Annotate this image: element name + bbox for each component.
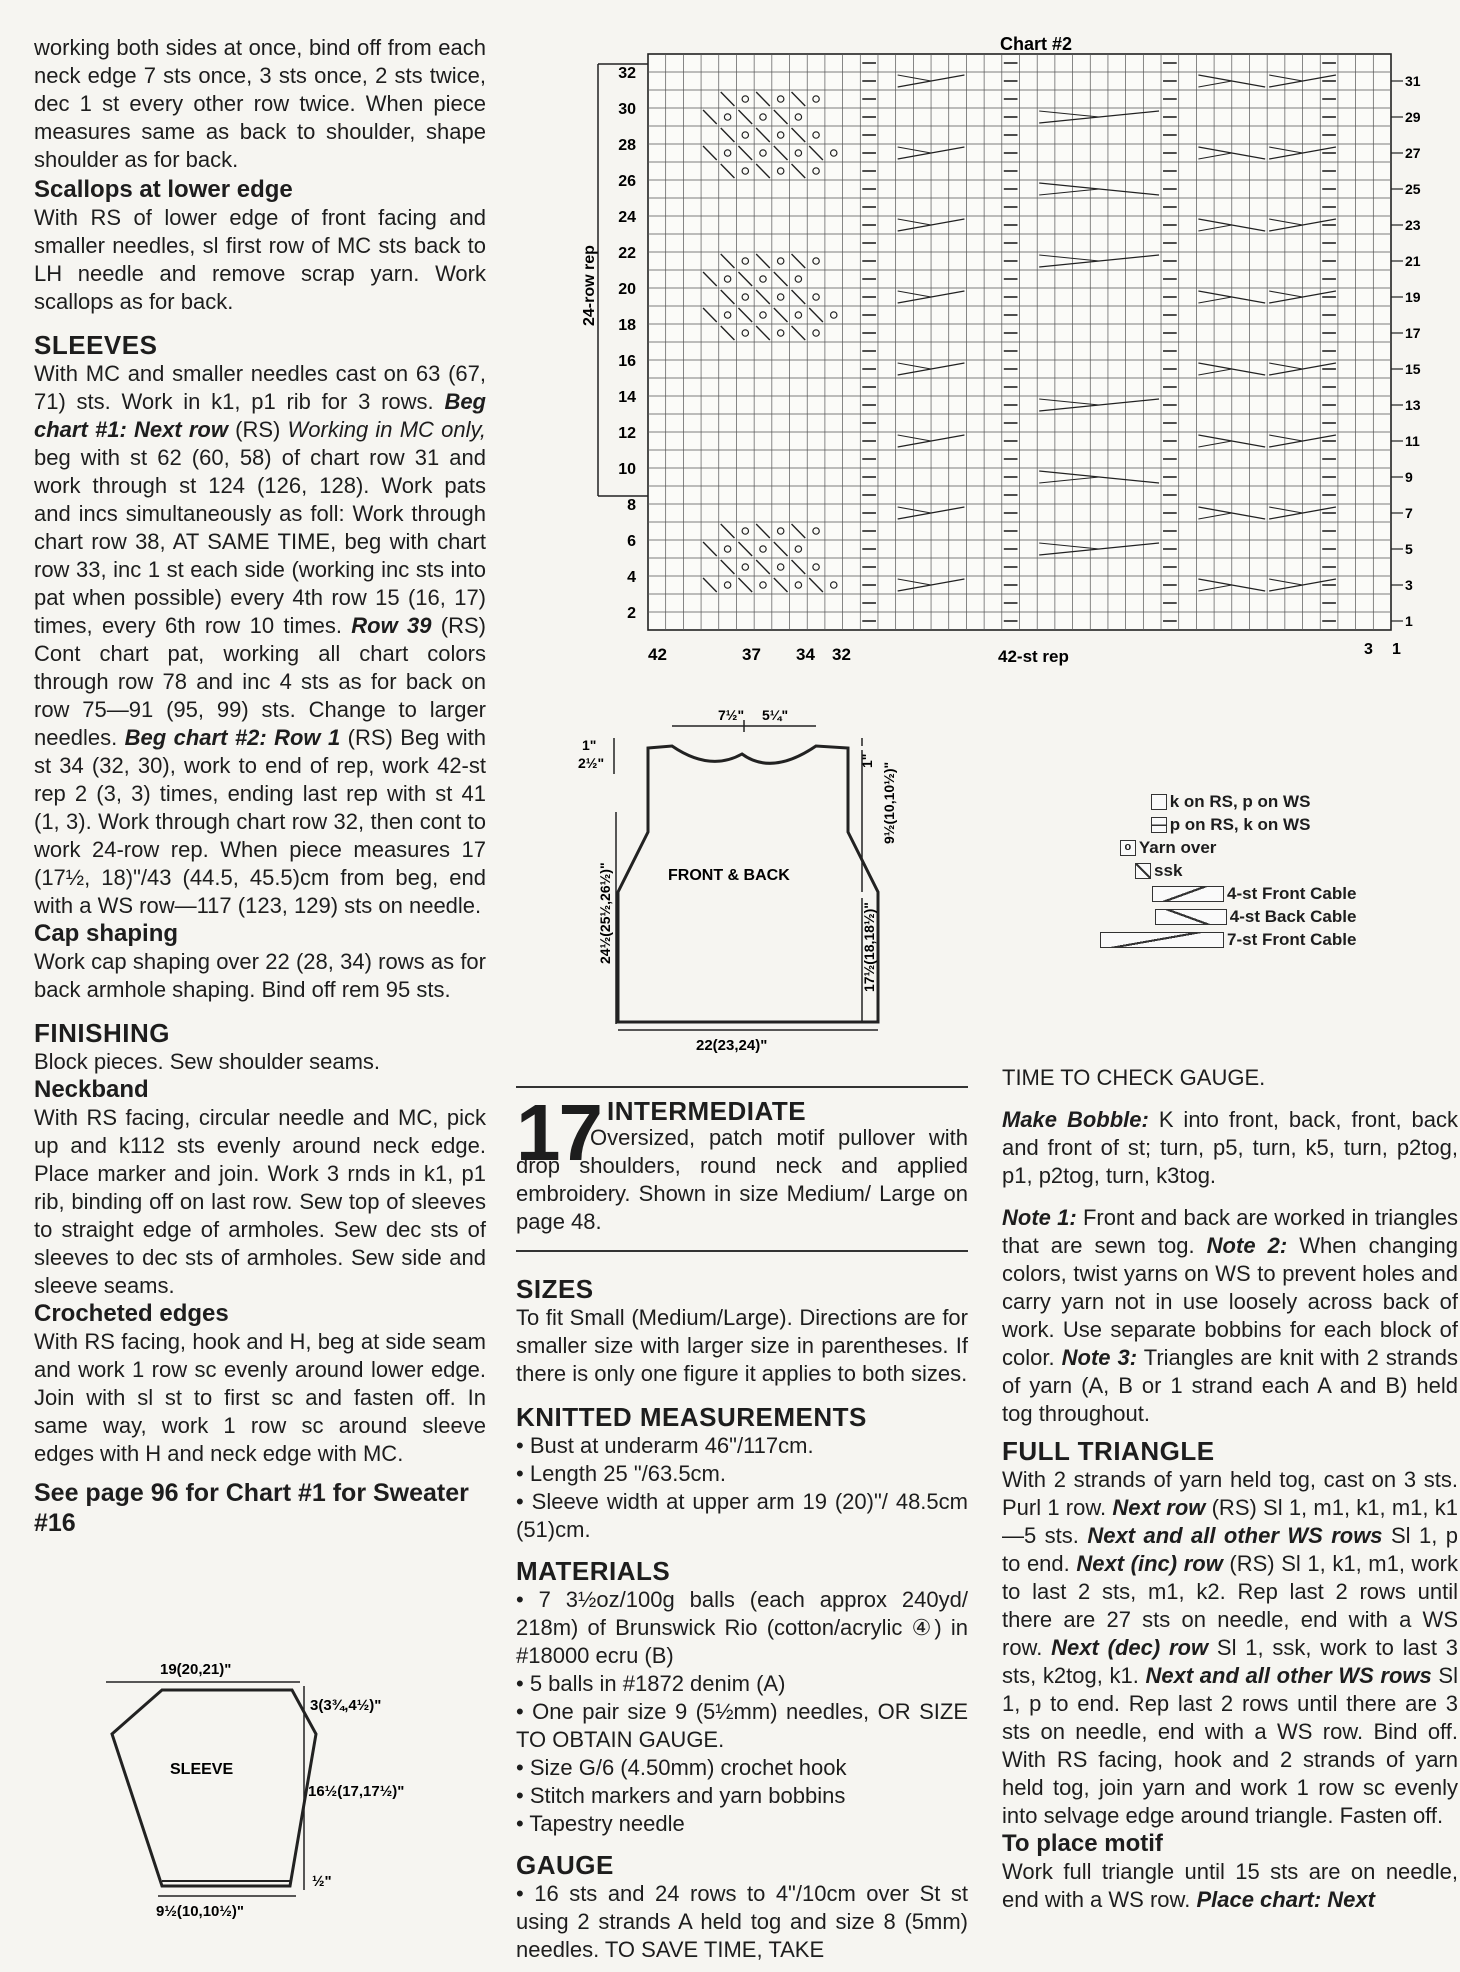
sleeve-diagram [100, 1650, 460, 1940]
heading-sizes: SIZES [516, 1274, 594, 1304]
rep-label: 24-row rep [581, 245, 598, 326]
list-item: • Tapestry needle [516, 1810, 968, 1838]
text: When changing colors, twist yarns on WS to prevent holes and carry yarn not in use loosely across back of work. Use separate bobbins for each block of color. [1002, 1233, 1458, 1370]
paragraph: To fit Small (Medium/Large). Directions are for smaller size with larger size in parentheses. If there is only one figure it applies to both sizes. [516, 1305, 968, 1386]
paragraph: Work cap shaping over 22 (28, 34) rows as for back armhole shaping. Bind off rem 95 sts. [34, 949, 486, 1002]
row-number: 10 [618, 461, 636, 478]
sleeve-cap-label: 3(3¾,4½)" [310, 1697, 382, 1714]
row-number: 30 [618, 101, 636, 118]
row-number: 18 [618, 317, 636, 334]
row-number: 17 [1405, 325, 1421, 341]
list-item: • Sleeve width at upper arm 19 (20)"/ 48.5cm (51)cm. [516, 1488, 968, 1544]
pattern-intro [607, 1096, 806, 1126]
column-right [1002, 1064, 1458, 1928]
bold-text: Next and all other WS rows [1145, 1663, 1432, 1688]
paragraph: With RS of lower edge of front facing and smaller needles, sl first row of MC sts back to LH needle and remove scrap yarn. Work scallops as for back. [34, 205, 486, 314]
chart-2 [580, 26, 1440, 676]
list-item: • 16 sts and 24 rows to 4"/10cm over St st using 2 strands A held tog and size 8 (5mm) needles. TO SAVE TIME, TAKE [516, 1880, 968, 1964]
armhole-label: 9½(10,10½)" [881, 761, 897, 844]
back-cable-4-symbol-icon [1155, 909, 1227, 925]
col-number: 34 [796, 645, 815, 664]
row-number: 7 [1405, 505, 1413, 521]
text: (RS) Sl 1, k1, m1, work to last 2 sts, m1, k2. Rep last 2 rows until there are 27 sts on needle, end with a WS row. [1002, 1551, 1458, 1660]
bold-text: Note 1: [1002, 1205, 1077, 1230]
text: Sl 1, p to end. Rep last 2 rows until there are 3 sts on needle, end with a WS row. Bind off. With RS facing, hook and 2 strands of yarn held tog, join yarn and work 1 row sc evenly into selvage edge around triangle. Fasten off. [1002, 1663, 1458, 1828]
row-number: 31 [1405, 73, 1421, 89]
length-label: 24½(25½,26½)" [597, 862, 613, 964]
text: Triangles are knit with 2 strands of yarn (A, B or 1 strand each A and B) held tog throughout. [1002, 1345, 1458, 1426]
heading-crocheted-edges: Crocheted edges [34, 1300, 229, 1327]
row-number: 11 [1405, 433, 1420, 449]
row-number: 12 [618, 425, 636, 442]
paragraph-place-motif [1002, 1858, 1458, 1914]
paragraph: Block pieces. Sew shoulder seams. [34, 1049, 381, 1074]
front-cable-7-symbol-icon [1100, 932, 1224, 948]
row-number: 20 [618, 281, 636, 298]
row-number: 5 [1405, 541, 1413, 557]
purl-symbol-icon [1151, 817, 1167, 833]
body-label: FRONT & BACK [668, 867, 790, 884]
neck-label: 7½" [718, 707, 745, 723]
col-number: 32 [832, 645, 851, 664]
heading-place-motif: To place motif [1002, 1830, 1163, 1857]
paragraph-notes [1002, 1204, 1458, 1428]
row-number: 8 [627, 497, 636, 514]
legend-item [1100, 836, 1356, 859]
text: (RS) Cont chart pat, working all chart colors through row 78 and inc 4 sts as for back on row 75—91 (95, 99) sts. Change to larger needles. [34, 613, 486, 750]
pattern-number: 17 [516, 1088, 601, 1177]
chart-title: Chart #2 [1000, 34, 1073, 54]
top-left-label: 1" [582, 737, 597, 753]
paragraph: working both sides at once, bind off from each neck edge 7 sts once, 3 sts once, 2 sts twice, dec 1 st every other row twice. When piece measures same as back to shoulder, shape shoulder as for back. [34, 35, 486, 172]
shoulder-label: 5¼" [762, 707, 789, 723]
legend-label: ssk [1154, 861, 1183, 880]
legend-item [1100, 905, 1356, 928]
heading-neckband: Neckband [34, 1076, 149, 1103]
sleeve-bottom-label: 9½(10,10½)" [156, 1903, 245, 1920]
paragraph: TIME TO CHECK GAUGE. [1002, 1065, 1266, 1090]
top-left-label: 2½" [578, 755, 605, 771]
text: K into front, back, front, back and front of st; turn, p5, turn, k5, turn, p2tog, p1, p2tog, turn, k3tog. [1002, 1107, 1458, 1188]
legend-item [1100, 813, 1356, 836]
row-number: 16 [618, 353, 636, 370]
legend-label: 4-st Front Cable [1227, 884, 1357, 903]
gauge-list [516, 1880, 968, 1964]
legend-item [1100, 790, 1356, 813]
list-item: • Stitch markers and yarn bobbins [516, 1782, 968, 1810]
col-number: 3 [1364, 641, 1373, 658]
text: Sl 1, ssk, work to last 3 sts, k2tog, k1. [1002, 1635, 1458, 1688]
bold-text: Beg chart #1: Next row [34, 389, 486, 442]
row-number: 32 [618, 65, 636, 82]
legend-item [1100, 859, 1356, 882]
sleeve-cuff-label: ½" [312, 1873, 332, 1890]
row-number: 2 [627, 605, 636, 622]
legend-label: Yarn over [1138, 838, 1217, 857]
see-page-note: See page 96 for Chart #1 for Sweater #16 [34, 1479, 469, 1537]
heading-cap-shaping: Cap shaping [34, 920, 179, 947]
paragraph: With RS facing, hook and H, beg at side seam and work 1 row sc evenly around lower edge. Join with sl st to first sc and fasten off. In same way, work 1 row sc around sleeve edges with H and neck edge with MC. [34, 1329, 486, 1466]
chart-grid [648, 54, 1391, 630]
heading-sleeves: SLEEVES [34, 330, 158, 360]
legend-label: 7-st Front Cable [1227, 930, 1357, 949]
row-number: 9 [1405, 469, 1413, 485]
pattern-intro-text: Oversized, patch motif pullover with drop shoulders, round neck and applied embroidery. Shown in size Medium/ Large on page 48. [516, 1125, 968, 1234]
list-item: • Bust at underarm 46"/117cm. [516, 1432, 968, 1460]
column-middle [516, 1088, 968, 1964]
row-number: 22 [618, 245, 636, 262]
text: Front and back are worked in triangles that are sewn tog. [1002, 1205, 1458, 1258]
bold-text: Beg chart #2: Row 1 [124, 725, 341, 750]
column-left [34, 34, 486, 1538]
row-number: 13 [1405, 397, 1421, 413]
text: Sl 1, p to end. [1002, 1523, 1458, 1576]
body-outline [618, 746, 878, 1022]
text: With MC and smaller needles cast on 63 (67, 71) sts. Work in k1, p1 rib for 3 rows. [34, 361, 486, 414]
row-number: 21 [1405, 253, 1421, 269]
row-number: 23 [1405, 217, 1421, 233]
front-cable-4-symbol-icon [1152, 886, 1224, 902]
list-item: • One pair size 9 (5½mm) needles, OR SIZE TO OBTAIN GAUGE. [516, 1698, 968, 1754]
text: (RS) Beg with st 34 (32, 30), work to end of rep, work 42-st rep 2 (3, 3) times, ending last rep with st 41 (1, 3). Work through chart row 32, then cont to work 24-row rep. When piece measures 17 (17½, 18)"/43 (44.5, 45.5)cm from beg, end with a WS row—117 (123, 129) sts on needle. [34, 725, 486, 918]
legend-label: 4-st Back Cable [1229, 907, 1357, 926]
italic-text: Working in MC only, [287, 417, 486, 442]
divider [516, 1250, 968, 1252]
top-right-label: 1" [859, 753, 875, 768]
list-item: • Size G/6 (4.50mm) crochet hook [516, 1754, 968, 1782]
bold-text: Make Bobble: [1002, 1107, 1149, 1132]
bold-text: Place chart: Next [1196, 1887, 1375, 1912]
legend-label: p on RS, k on WS [1169, 815, 1311, 834]
row-number: 14 [618, 389, 636, 406]
row-number: 25 [1405, 181, 1421, 197]
legend-item [1100, 882, 1356, 905]
bold-text: Next (dec) row [1051, 1635, 1209, 1660]
row-numbers-left [618, 65, 636, 622]
heading-finishing: FINISHING [34, 1018, 170, 1048]
row-number: 1 [1405, 613, 1413, 629]
side-label: 17½(18,18½)" [861, 902, 877, 992]
list-item: • 5 balls in #1872 denim (A) [516, 1670, 968, 1698]
legend-item [1100, 928, 1356, 951]
text: (RS) [235, 417, 281, 442]
paragraph-full-triangle [1002, 1466, 1458, 1830]
measurements-list [516, 1432, 968, 1544]
row-numbers-right [1391, 73, 1421, 629]
row-number: 4 [627, 569, 636, 586]
row-number: 27 [1405, 145, 1421, 161]
text: With 2 strands of yarn held tog, cast on 3 sts. Purl 1 row. [1002, 1467, 1458, 1520]
legend-label: k on RS, p on WS [1169, 792, 1311, 811]
pattern-level: INTERMEDIATE [606, 1096, 807, 1126]
text: beg with st 62 (60, 58) of chart row 31 and work through st 124 (126, 128). Work pats and incs simultaneously as foll: Work through chart row 38, AT SAME TIME, beg with chart row 33, inc 1 st each side (working inc sts into pat when possible) every 4th row 15 (16, 17) times, every 6th row 10 times. [34, 445, 486, 638]
bold-text: Next (inc) row [1076, 1551, 1223, 1576]
text: (RS) Sl 1, m1, k1, m1, k1—5 sts. [1002, 1495, 1458, 1548]
bold-text: Next row [1112, 1495, 1206, 1520]
row-number: 6 [627, 533, 636, 550]
ssk-symbol-icon [1135, 863, 1151, 879]
col-number: 42 [648, 645, 667, 664]
rep-width-label: 42-st rep [998, 647, 1069, 666]
paragraph-sleeves [34, 360, 486, 920]
bold-text: Note 2: [1206, 1233, 1288, 1258]
row-number: 29 [1405, 109, 1421, 125]
row-number: 26 [618, 173, 636, 190]
list-item: • Length 25 "/63.5cm. [516, 1460, 968, 1488]
row-number: 28 [618, 137, 636, 154]
heading-knitted-measurements: KNITTED MEASUREMENTS [516, 1402, 867, 1432]
heading-materials: MATERIALS [516, 1556, 671, 1586]
paragraph-bobble [1002, 1106, 1458, 1190]
row-number: 15 [1405, 361, 1421, 377]
body-diagram [560, 702, 920, 1058]
text: Work full triangle until 15 sts are on needle, end with a WS row. [1002, 1859, 1458, 1912]
bold-text: Row 39 [351, 613, 432, 638]
sleeve-top-label: 19(20,21)" [160, 1661, 232, 1678]
sleeve-outline [112, 1690, 316, 1886]
row-number: 19 [1405, 289, 1421, 305]
chart-legend [1100, 790, 1356, 951]
row-number: 24 [618, 209, 636, 226]
col-number: 1 [1392, 641, 1401, 658]
col-number: 37 [742, 645, 761, 664]
paragraph: With RS facing, circular needle and MC, pick up and k112 sts evenly around neck edge. Place marker and join. Work 3 rnds in k1, p1 rib, binding off on last row. Sew top of sleeves to straight edge of armholes. Sew dec sts of sleeves to dec sts of armholes. Sew side and sleeve seams. [34, 1105, 486, 1298]
materials-list [516, 1586, 968, 1838]
yarn-over-symbol-icon: o [1120, 840, 1136, 856]
heading-full-triangle: FULL TRIANGLE [1002, 1436, 1215, 1466]
list-item: • 7 3½oz/100g balls (each approx 240yd/ 218m) of Brunswick Rio (cotton/acrylic ④) in #18000 ecru (B) [516, 1586, 968, 1670]
heading-gauge: GAUGE [516, 1850, 614, 1880]
width-label: 22(23,24)" [696, 1037, 768, 1054]
sleeve-label: SLEEVE [170, 1761, 234, 1778]
bold-text: Next and all other WS rows [1087, 1523, 1383, 1548]
row-number: 3 [1405, 577, 1413, 593]
heading-scallops: Scallops at lower edge [34, 176, 293, 203]
sleeve-length-label: 16½(17,17½)" [308, 1783, 405, 1800]
knit-symbol-icon [1151, 794, 1167, 810]
bold-text: Note 3: [1061, 1345, 1138, 1370]
